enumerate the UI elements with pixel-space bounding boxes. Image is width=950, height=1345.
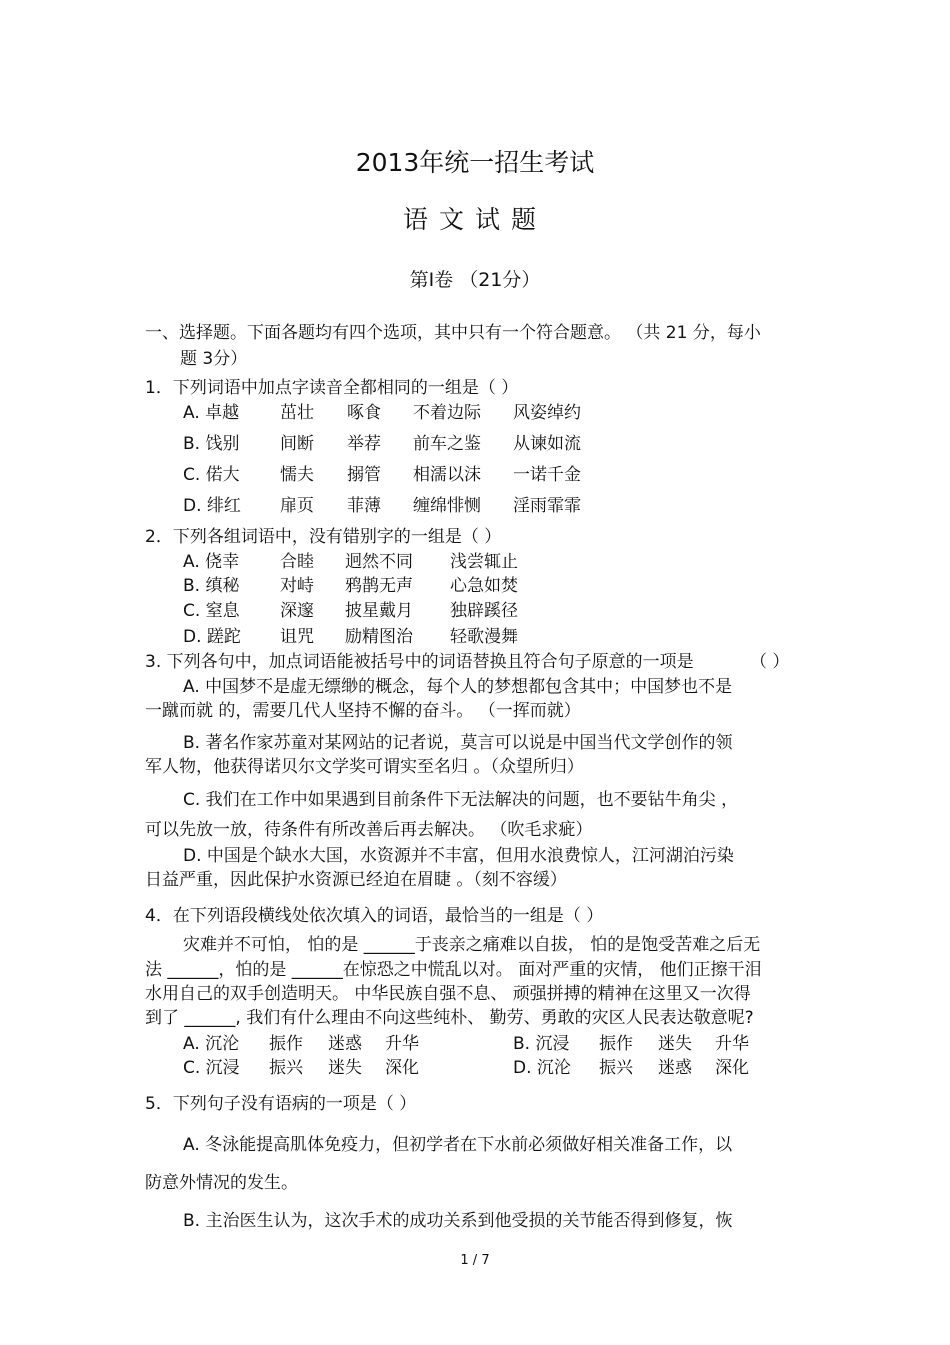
q5-option-a-line2: 防意外情况的发生。: [145, 1173, 298, 1193]
q1-a-word4: 不着边际: [413, 403, 481, 423]
q2-b-word3: 鸦鹊无声: [345, 576, 413, 596]
q4-a-word3: 迷惑: [328, 1034, 362, 1054]
q1-a-word5: 风姿绰约: [513, 403, 581, 423]
q4-d-word1: D. 沉沦: [513, 1058, 571, 1078]
q2-c-word3: 披星戴月: [345, 601, 413, 621]
q4-b-word1: B. 沉浸: [513, 1034, 570, 1054]
q3-option-b-line1: B. 著名作家苏童对某网站的记者说，莫言可以说是中国当代文学创作的领: [183, 733, 733, 753]
q4-d-word3: 迷惑: [658, 1058, 692, 1078]
q1-d-word1: D. 绯红: [183, 496, 241, 516]
question-4-stem: 4．在下列语段横线处依次填入的词语，最恰当的一组是（ ）: [145, 906, 604, 926]
q4-passage-line3: 水用自己的双手创造明天。 中华民族自强不息、 顽强拼搏的精神在这里又一次得: [145, 984, 751, 1004]
q1-c-word3: 搦管: [347, 465, 381, 485]
q4-c-word3: 迷失: [328, 1058, 362, 1078]
q2-a-word4: 浅尝辄止: [450, 552, 518, 572]
q1-a-word2: 茁壮: [280, 403, 314, 423]
q3-option-a-line1: A. 中国梦不是虚无缥缈的概念，每个人的梦想都包含其中；中国梦也不是: [183, 677, 733, 697]
q4-b-word4: 升华: [715, 1034, 749, 1054]
q2-c-word1: C. 窒息: [183, 601, 240, 621]
q1-b-word5: 从谏如流: [513, 434, 581, 454]
q3-option-b-line2: 军人物，他获得诺贝尔文学奖可谓实至名归 。（众望所归）: [145, 757, 584, 777]
q1-b-word3: 举荐: [347, 434, 381, 454]
section-instruction-line1: 一、选择题。下面各题均有四个选项，其中只有一个符合题意。 （共 21 分，每小: [145, 323, 761, 343]
q1-d-word4: 缠绵悱恻: [413, 496, 481, 516]
q4-a-word2: 振作: [269, 1034, 303, 1054]
q4-c-word4: 深化: [385, 1058, 419, 1078]
q1-d-word3: 菲薄: [347, 496, 381, 516]
q2-b-word2: 对峙: [280, 576, 314, 596]
q3-option-a-line2: 一蹴而就 的，需要几代人坚持不懈的奋斗。 （一挥而就）: [145, 701, 581, 721]
page-number: 1 / 7: [460, 1253, 490, 1268]
q1-c-word5: 一诺千金: [513, 465, 581, 485]
q3-option-d-line2: 日益严重，因此保护水资源已经迫在眉睫 。（刻不容缓）: [145, 870, 567, 890]
q1-c-word4: 相濡以沫: [413, 465, 481, 485]
q1-b-word1: B. 饯别: [183, 434, 240, 454]
subject-title: 语文试题: [402, 205, 547, 234]
q4-a-word1: A. 沉沦: [183, 1034, 240, 1054]
q3-option-c-line2: 可以先放一放，待条件有所改善后再去解决。 （吹毛求疵）: [145, 820, 593, 840]
q2-b-word1: B. 缜秘: [183, 576, 240, 596]
question-3-answer-paren: （ ）: [750, 652, 790, 672]
question-1-stem: 1．下列词语中加点字读音全都相同的一组是（ ）: [145, 378, 519, 398]
q2-d-word1: D. 蹉跎: [183, 627, 241, 647]
q4-b-word2: 振作: [599, 1034, 633, 1054]
question-3-stem: 3. 下列各句中，加点词语能被括号中的词语替换且符合句子原意的一项是: [145, 652, 694, 672]
section-instruction-line2: 题 3分）: [180, 349, 248, 369]
q4-a-word4: 升华: [385, 1034, 419, 1054]
question-5-stem: 5．下列句子没有语病的一项是（ ）: [145, 1094, 417, 1114]
q1-c-word1: C. 偌大: [183, 465, 240, 485]
q2-d-word4: 轻歌漫舞: [450, 627, 518, 647]
q4-c-word2: 振兴: [269, 1058, 303, 1078]
q1-a-word1: A. 卓越: [183, 403, 240, 423]
q1-d-word2: 扉页: [280, 496, 314, 516]
q2-c-word4: 独辟蹊径: [450, 601, 518, 621]
q1-b-word2: 间断: [280, 434, 314, 454]
q3-option-c-line1: C. 我们在工作中如果遇到目前条件下无法解决的问题，也不要钻牛角尖 ，: [183, 790, 739, 810]
q2-c-word2: 深邃: [280, 601, 314, 621]
q2-b-word4: 心急如焚: [450, 576, 518, 596]
question-2-stem: 2．下列各组词语中，没有错别字的一组是（ ）: [145, 527, 502, 547]
q4-c-word1: C. 沉浸: [183, 1058, 240, 1078]
q4-passage-line2: 法 ______，怕的是 ______在惊恐之中慌乱以对。 面对严重的灾情， 他们正擦干泪: [145, 960, 762, 980]
q4-d-word4: 深化: [715, 1058, 749, 1078]
q2-d-word3: 励精图治: [345, 627, 413, 647]
q2-a-word1: A. 侥幸: [183, 552, 240, 572]
exam-title: 2013年统一招生考试: [355, 148, 595, 177]
q1-d-word5: 淫雨霏霏: [513, 496, 581, 516]
q1-a-word3: 啄食: [347, 403, 381, 423]
q4-d-word2: 振兴: [599, 1058, 633, 1078]
q2-d-word2: 诅咒: [280, 627, 314, 647]
q4-passage-line1: 灾难并不可怕， 怕的是 ______于丧亲之痛难以自拔， 怕的是饱受苦难之后无: [183, 935, 761, 955]
q5-option-a-line1: A. 冬泳能提高肌体免疫力，但初学者在下水前必须做好相关准备工作，以: [183, 1135, 733, 1155]
q2-a-word3: 迥然不同: [345, 552, 413, 572]
q2-a-word2: 合睦: [280, 552, 314, 572]
q1-b-word4: 前车之鉴: [413, 434, 481, 454]
q4-b-word3: 迷失: [658, 1034, 692, 1054]
part-title: 第Ⅰ卷 （21分）: [409, 269, 541, 291]
q1-c-word2: 懦夫: [280, 465, 314, 485]
q3-option-d-line1: D. 中国是个缺水大国，水资源并不丰富，但用水浪费惊人，江河湖泊污染: [183, 846, 734, 866]
q5-option-b-line1: B. 主治医生认为，这次手术的成功关系到他受损的关节能否得到修复，恢: [183, 1211, 733, 1231]
q4-passage-line4: 到了 ______, 我们有什么理由不向这些纯朴、 勤劳、勇敢的灾区人民表达敬意呢?: [145, 1008, 754, 1028]
